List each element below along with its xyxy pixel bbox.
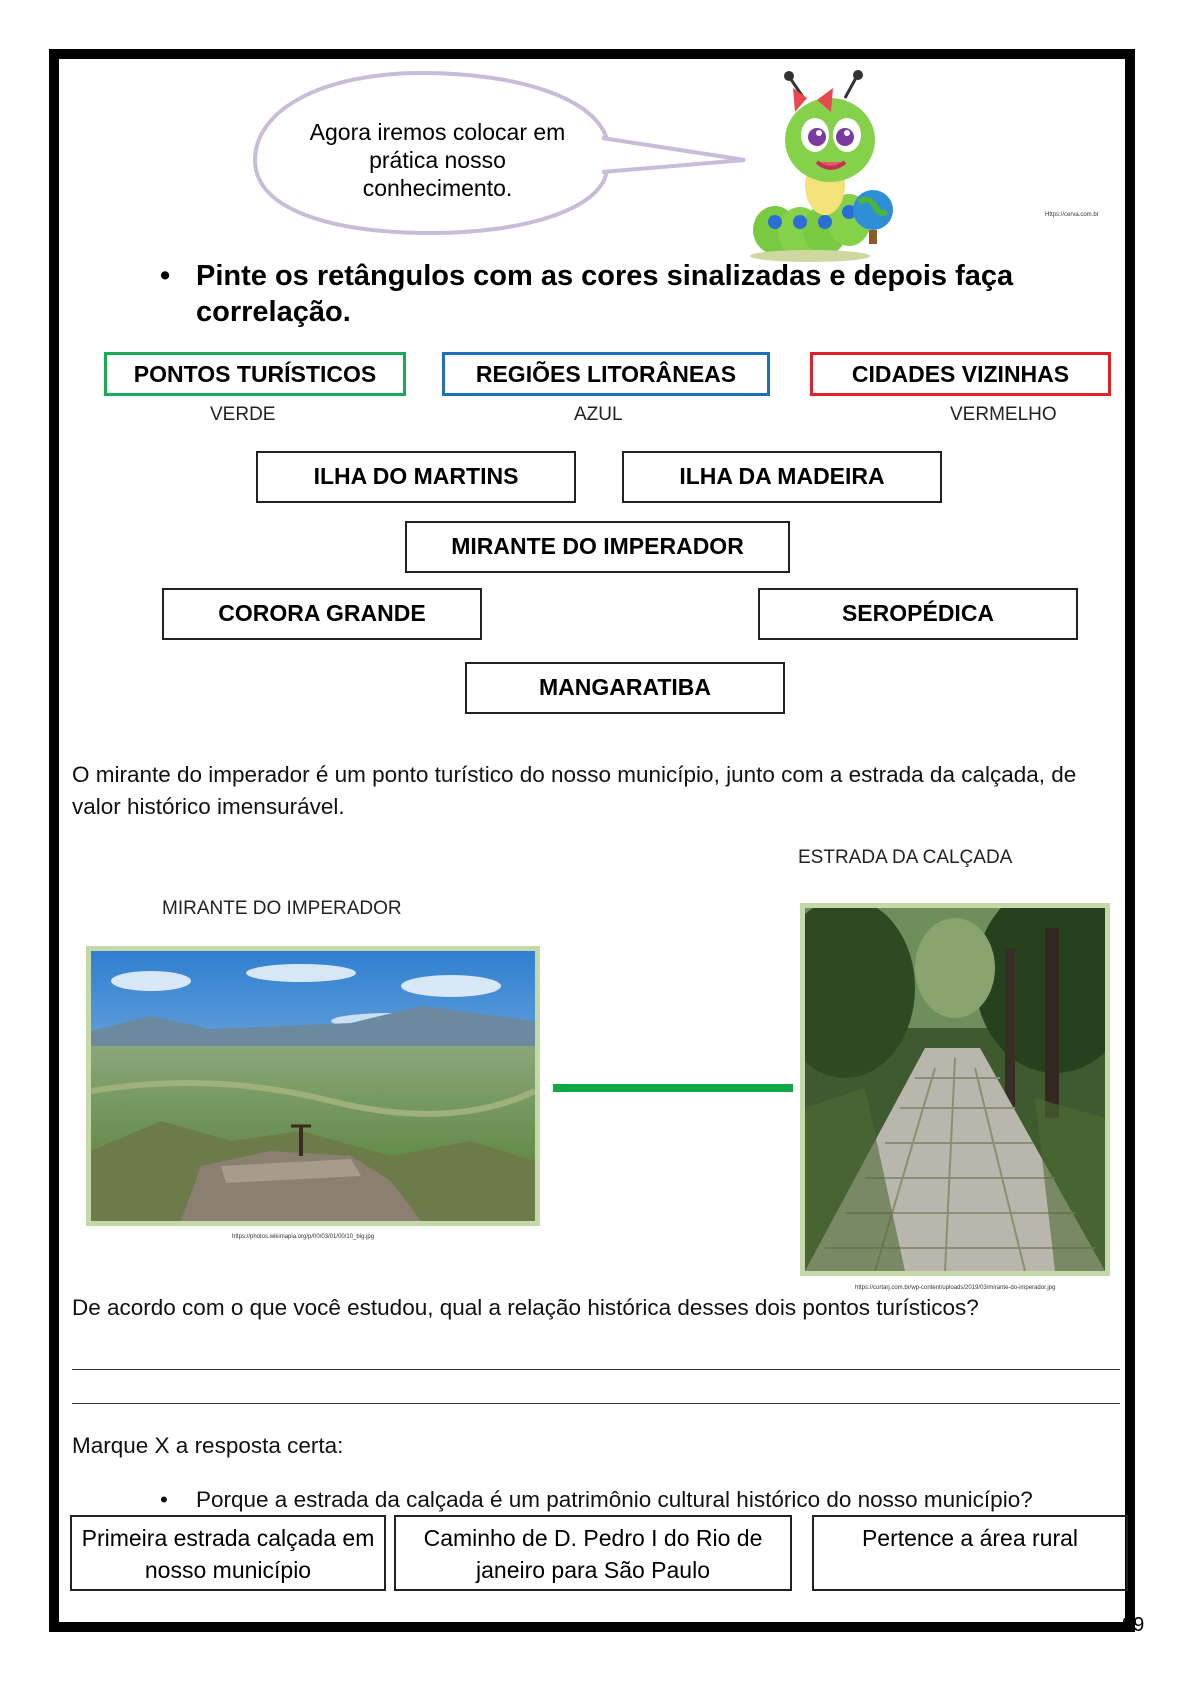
legend-pontos-turisticos[interactable]: PONTOS TURÍSTICOS xyxy=(104,352,406,396)
connector-line xyxy=(553,1084,793,1092)
item-ilha-do-martins[interactable]: ILHA DO MARTINS xyxy=(256,451,576,503)
photo-left-credit: https://photos.wikimapia.org/p/00/03/01/00/10_big.jpg xyxy=(232,1234,375,1240)
sub-question-text: Porque a estrada da calçada é um patrimônio cultural histórico do nosso município? xyxy=(196,1487,1033,1512)
sub-question xyxy=(160,1484,1120,1516)
photo-right-credit: https://curtarj.com.br/wp-content/uploads/2019/03/mirante-do-imperador.jpg xyxy=(855,1285,1056,1291)
bullet: • xyxy=(160,1487,168,1512)
legend-color-azul: AZUL xyxy=(574,404,623,425)
instruction-text: Pinte os retângulos com as cores sinalizadas e depois faça correlação. xyxy=(196,260,1014,328)
answer-line-2[interactable] xyxy=(72,1403,1120,1404)
photo-estrada-da-calcada xyxy=(800,903,1110,1276)
option-primeira-estrada[interactable]: Primeira estrada calçada em nosso município xyxy=(70,1515,386,1591)
item-corora-grande[interactable]: CORORA GRANDE xyxy=(162,588,482,640)
answer-line-1[interactable] xyxy=(72,1369,1120,1370)
question-text: De acordo com o que você estudou, qual a relação histórica desses dois pontos turísticos? xyxy=(72,1295,979,1320)
legend-color-vermelho: VERMELHO xyxy=(950,404,1057,425)
caption-mirante: MIRANTE DO IMPERADOR xyxy=(162,898,402,919)
mark-instruction: Marque X a resposta certa: xyxy=(72,1433,344,1458)
item-mirante-do-imperador[interactable]: MIRANTE DO IMPERADOR xyxy=(405,521,790,573)
photo-mirante-do-imperador xyxy=(86,946,540,1226)
option-caminho-d-pedro[interactable]: Caminho de D. Pedro I do Rio de janeiro para São Paulo xyxy=(394,1515,792,1591)
page-number: 99 xyxy=(1122,1614,1145,1636)
bullet: • xyxy=(160,260,171,292)
item-seropedica[interactable]: SEROPÉDICA xyxy=(758,588,1078,640)
speech-bubble-text: Agora iremos colocar em prática nosso conhecimento. xyxy=(309,119,566,201)
bubble-tail xyxy=(600,130,750,180)
legend-regioes-litoraneas[interactable]: REGIÕES LITORÂNEAS xyxy=(442,352,770,396)
legend-color-verde: VERDE xyxy=(210,404,276,425)
mascot-credit: Https://cerva.com.br xyxy=(1045,212,1099,218)
caterpillar-mascot-icon xyxy=(745,70,925,265)
item-ilha-da-madeira[interactable]: ILHA DA MADEIRA xyxy=(622,451,942,503)
info-paragraph: O mirante do imperador é um ponto turístico do nosso município, junto com a estrada da calçada, de valor histórico imensurável. xyxy=(72,762,1077,819)
caption-estrada: ESTRADA DA CALÇADA xyxy=(798,847,1013,868)
legend-cidades-vizinhas[interactable]: CIDADES VIZINHAS xyxy=(810,352,1111,396)
option-area-rural[interactable]: Pertence a área rural xyxy=(812,1515,1128,1591)
item-mangaratiba[interactable]: MANGARATIBA xyxy=(465,662,785,714)
